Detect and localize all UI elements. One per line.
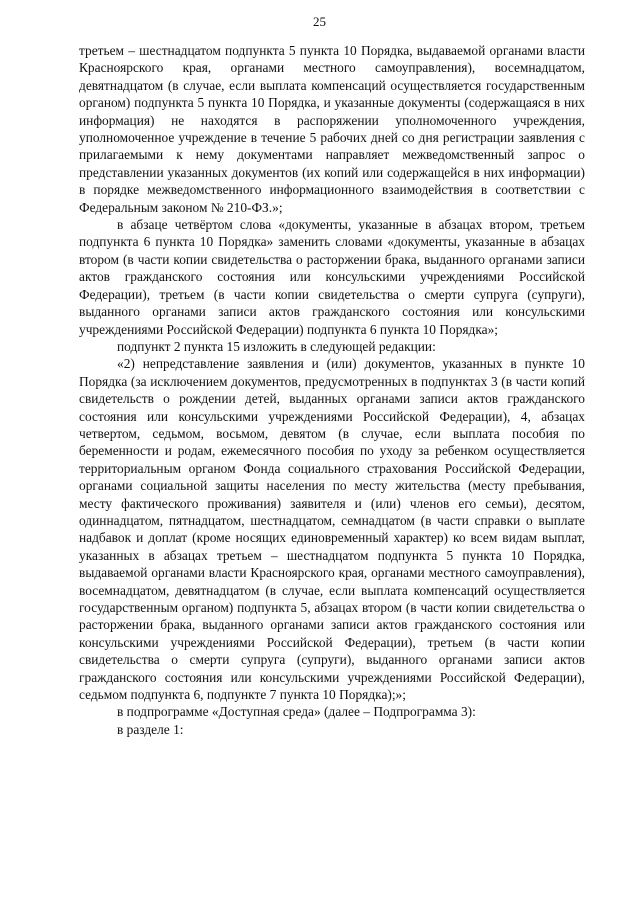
paragraph-abzac-4-amendment: в абзаце четвёртом слова «документы, указанные в абзацах втором, третьем подпункта 6 пункта 10 Порядка» заменить словами «документы, указанные в абзацах втором (в части копии свидетельства о расторжении брака, выданного органами записи актов гражданского состояния или консульскими учреждениями Российской Федерации), третьем (в части копии свидетельства о смерти супруга (супруги), выданного органами записи актов гражданского состояния или консульскими учреждениями Российской Федерации) подпункта 6 пункта 10 Порядка»; (79, 217, 585, 337)
paragraph-punkt-15-intro: подпункт 2 пункта 15 изложить в следующей редакции: (117, 338, 436, 354)
paragraph-punkt-15-text: «2) непредставление заявления и (или) документов, указанных в пункте 10 Порядка (за исключением документов, предусмотренных в подпунктах 3 (в части копий свидетельств о рождении детей, выданных органами записи актов гражданского состояния или консульскими учреждениями Российской Федерации), 4, абзацах четвертом, седьмом, восьмом, девятом (в случае, если выплата пособия по беременности и родам, ежемесячного пособия по уходу за ребенком осуществляется территориальным органом Фонда социального страхования Российской Федерации, органами социальной защиты населения по месту жительства (месту пребывания, месту фактического проживания) заявителя и (или) членов его семьи), десятом, одиннадцатом, пятнадцатом, шестнадцатом, семнадцатом (в части справки о выплате надбавок и доплат (кроме носящих единовременный характер) ко всем видам выплат, указанных в абзацах третьем – шестнадцатом подпункта 5 пункта 10 Порядка, выдаваемой органами власти Красноярского края, органами местного самоуправления), восемнадцатом, девятнадцатом (в случае, если выплата компенсаций осуществляется государственным органом) подпункта 5, абзацах втором (в части копии свидетельства о расторжении брака, выданного органами записи актов гражданского состояния или консульскими учреждениями Российской Федерации), третьем (в части копии свидетельства о смерти супруга (супруги), выданного органами записи актов гражданского состояния или консульскими учреждениями Российской Федерации), седьмом подпункта 6, подпункте 7 пункта 10 Порядка);»; (79, 356, 585, 703)
paragraph-continuation: третьем – шестнадцатом подпункта 5 пункта 10 Порядка, выдаваемой органами власти Красноярского края, органами местного самоуправления), восемнадцатом, девятнадцатом (в случае, если выплата компенсаций осуществляется государственным органом) подпункта 5 пункта 10 Порядка, и указанные документы (содержащаяся в них информация) не находятся в распоряжении уполномоченного учреждения, уполномоченное учреждение в течение 5 рабочих дней со дня регистрации заявления с прилагаемыми к нему документами направляет межведомственный запрос о представлении указанных документов (их копий или содержащейся в них информации) в порядке межведомственного информационного взаимодействия в соответствии с Федеральным законом № 210-ФЗ.»; (79, 43, 585, 215)
document-body (79, 42, 585, 738)
paragraph-section-1: в разделе 1: (117, 721, 184, 737)
page-number: 25 (313, 14, 326, 29)
paragraph-subprogram-3: в подпрограмме «Доступная среда» (далее – Подпрограмма 3): (117, 704, 476, 720)
